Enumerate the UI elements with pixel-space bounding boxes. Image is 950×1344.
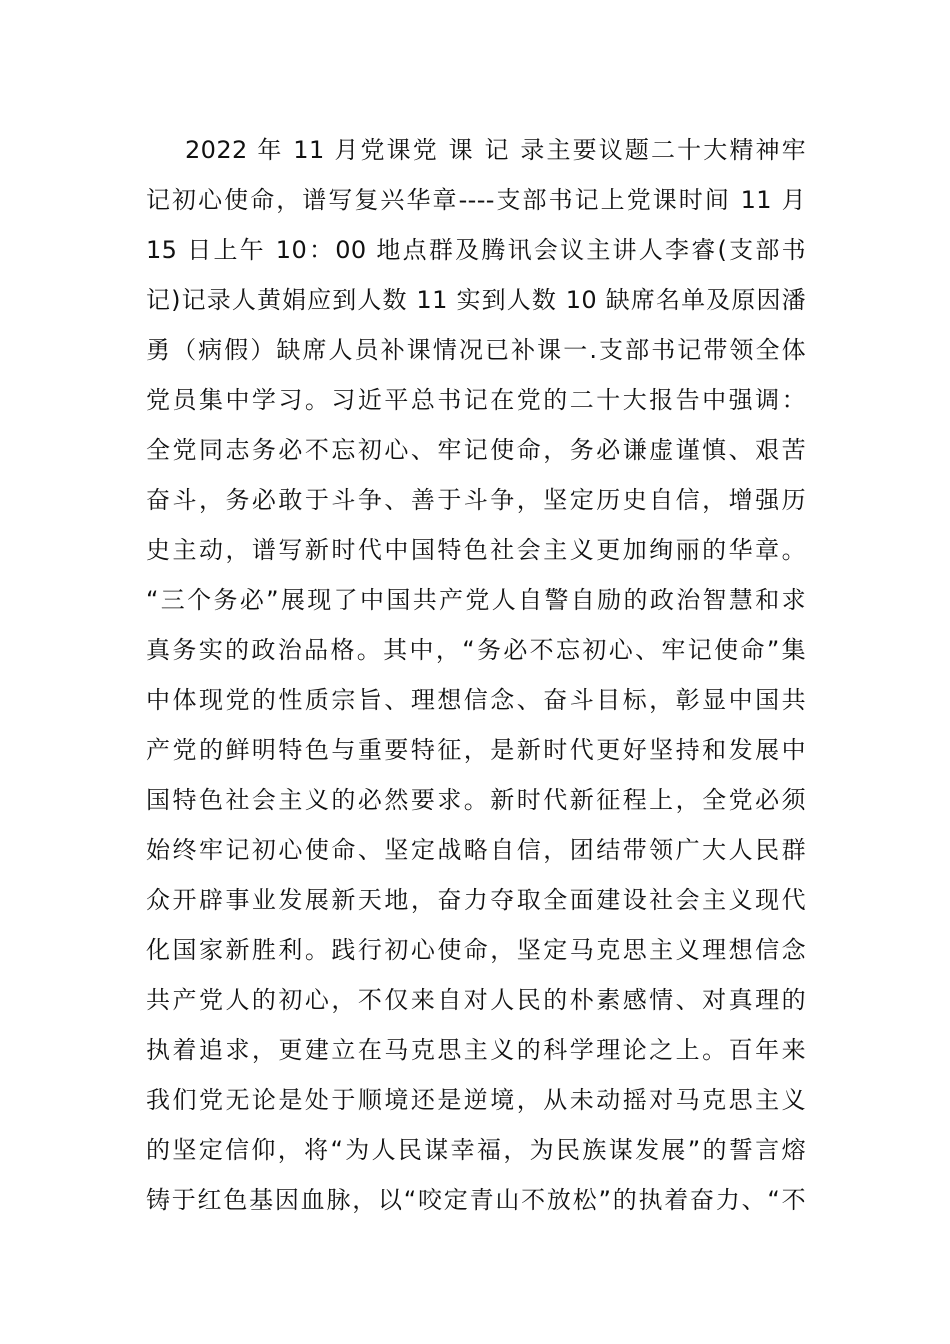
text-line: 众开辟事业发展新天地，奋力夺取全面建设社会主义现代 <box>146 886 806 914</box>
text-line: 中体现党的性质宗旨、理想信念、奋斗目标，彰显中国共 <box>146 686 806 714</box>
text-line: 党员集中学习。习近平总书记在党的二十大报告中强调： <box>146 386 806 414</box>
text-line: 化国家新胜利。践行初心使命，坚定马克思主义理想信念 <box>146 936 806 964</box>
text-line: 执着追求，更建立在马克思主义的科学理论之上。百年来 <box>146 1036 806 1064</box>
text-line: 国特色社会主义的必然要求。新时代新征程上，全党必须 <box>146 786 806 814</box>
text-line: 史主动，谱写新时代中国特色社会主义更加绚丽的华章。 <box>146 536 806 564</box>
text-line: 我们党无论是处于顺境还是逆境，从未动摇对马克思主义 <box>146 1086 806 1114</box>
text-line: 2022 年 11 月党课党 课 记 录主要议题二十大精神牢 <box>146 136 806 164</box>
text-line: “三个务必”展现了中国共产党人自警自励的政治智慧和求 <box>146 586 806 614</box>
text-line: 记初心使命，谱写复兴华章----支部书记上党课时间 11 月 <box>146 186 806 214</box>
text-line: 真务实的政治品格。其中，“务必不忘初心、牢记使命”集 <box>146 636 806 664</box>
text-line: 产党的鲜明特色与重要特征，是新时代更好坚持和发展中 <box>146 736 806 764</box>
text-line: 全党同志务必不忘初心、牢记使命，务必谦虚谨慎、艰苦 <box>146 436 806 464</box>
text-line: 的坚定信仰，将“为人民谋幸福，为民族谋发展”的誓言熔 <box>146 1136 806 1164</box>
text-line: 奋斗，务必敢于斗争、善于斗争，坚定历史自信，增强历 <box>146 486 806 514</box>
text-line: 15 日上午 10：00 地点群及腾讯会议主讲人李睿(支部书 <box>146 236 806 264</box>
body-paragraph <box>146 125 806 1225</box>
text-line: 记)记录人黄娟应到人数 11 实到人数 10 缺席名单及原因潘 <box>146 286 806 314</box>
text-line: 共产党人的初心，不仅来自对人民的朴素感情、对真理的 <box>146 986 806 1014</box>
text-line: 始终牢记初心使命、坚定战略自信，团结带领广大人民群 <box>146 836 806 864</box>
text-line: 勇（病假）缺席人员补课情况已补课一.支部书记带领全体 <box>146 336 806 364</box>
text-line: 铸于红色基因血脉，以“咬定青山不放松”的执着奋力、“不 <box>146 1186 806 1214</box>
